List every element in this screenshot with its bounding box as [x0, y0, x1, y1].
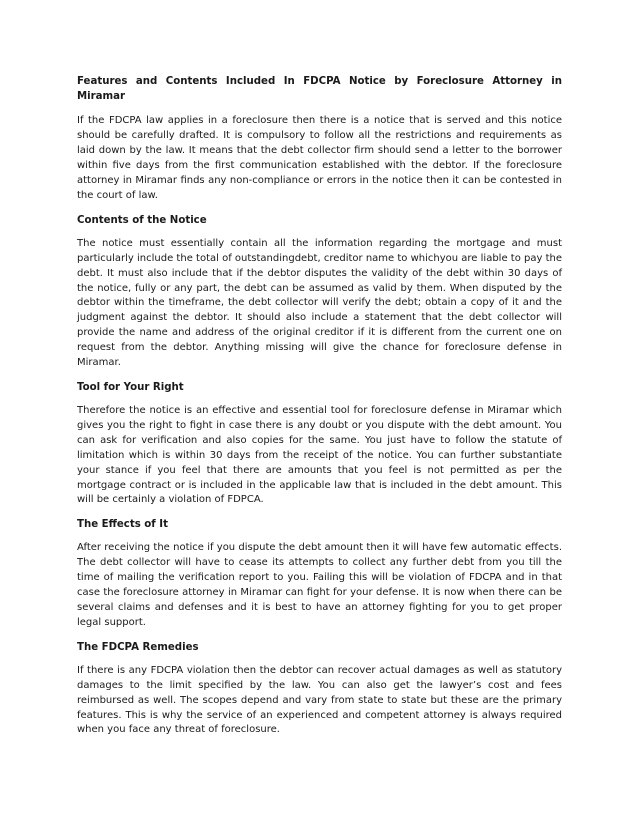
section-heading-contents: Contents of the Notice	[77, 214, 207, 226]
section-heading-remedies: The FDCPA Remedies	[77, 641, 199, 653]
section-body-remedies: If there is any FDCPA violation then the debtor can recover actual damages as well as statutory damages to the limit specified by the law. You can also get the lawyer’s cost and fees reimbursed as well. The scopes depend and vary from state to state but these are the primary features. This is why the service of an experienced and competent attorney is always required when you face any threat of foreclosure.	[77, 664, 562, 736]
intro-paragraph: If the FDCPA law applies in a foreclosure then there is a notice that is served and this notice should be carefully drafted. It is compulsory to follow all the restrictions and requirements as laid down by the law. It means that the debt collector firm should send a letter to the borrower within five days from the first communication established with the debtor. If the foreclosure attorney in Miramar finds any non-compliance or errors in the notice then it can be contested in the court of law.	[77, 115, 562, 201]
section-heading-effects: The Effects of It	[77, 519, 168, 531]
document-page	[77, 74, 562, 747]
section-heading-tool: Tool for Your Right	[77, 382, 184, 393]
document-title: Features and Contents Included In FDCPA Notice by Foreclosure Attorney in Miramar	[77, 76, 562, 103]
section-body-contents: The notice must essentially contain all the information regarding the mortgage and must particularly include the total of outstandingdebt, creditor name to whichyou are liable to pay the debt. It must also include that if the debtor disputes the validity of the debt within 30 days of the notice, fully or any part, the debt can be assumed as valid by them. When disputed by the debtor within the timeframe, the debt collector will verify the debt; obtain a copy of it and the judgment against the debtor. It should also include a statement that the debt collector will provide the name and address of the original creditor if it is different from the current one on request from the debtor. Anything missing will give the chance for foreclosure defense in Miramar.	[77, 237, 562, 369]
section-body-effects: After receiving the notice if you dispute the debt amount then it will have few automatic effects. The debt collector will have to cease its attempts to collect any further debt from you till the time of mailing the verification report to you. Failing this will be violation of FDCPA and in that case the foreclosure attorney in Miramar can fight for your defense. It is now when there can be several claims and defenses and it is best to have an attorney fighting for you to get proper legal support.	[77, 542, 562, 628]
section-body-tool: Therefore the notice is an effective and essential tool for foreclosure defense in Miramar which gives you the right to fight in case there is any doubt or you dispute with the debt amount. You can ask for verification and also copies for the same. You just have to follow the statute of limitation which is within 30 days from the receipt of the notice. You can further substantiate your stance if you feel that there are amounts that you feel is not permitted as per the mortgage contract or is included in the applicable law that is included in the debt amount. This will be certainly a violation of FDPCA.	[77, 405, 562, 506]
